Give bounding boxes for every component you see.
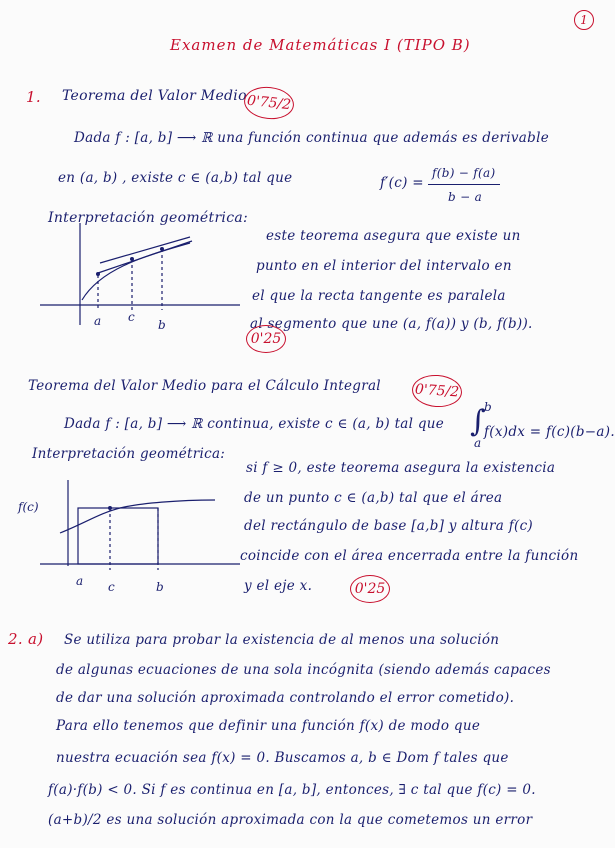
q1-interp-score: 0'25 — [250, 331, 282, 347]
q1b-graph-label-a: a — [76, 574, 84, 588]
q1-graph-label-b: b — [158, 318, 166, 332]
q1-interp-line-1: este teorema asegura que existe un — [266, 228, 521, 244]
q1-interp-label: Interpretación geométrica: — [48, 210, 249, 226]
q1b-interp-line-2: de un punto c ∈ (a,b) tal que el área — [244, 490, 503, 506]
q1-graph-label-a: a — [94, 314, 102, 328]
q1-score-badge — [242, 84, 295, 121]
q2-line-5: nuestra ecuación sea f(x) = 0. Buscamos a, b ∈ Dom f tales que — [56, 750, 509, 766]
q1-heading: Teorema del Valor Medio — [62, 88, 247, 104]
q1b-graph-ylabel: f(c) — [18, 500, 39, 514]
q1-number: 1. — [26, 88, 41, 106]
q2-line-7: (a+b)/2 es una solución aproximada con la que cometemos un error — [48, 812, 533, 828]
q1b-interp-line-5: y el eje x. — [244, 578, 313, 594]
q1-interp-line-4: al segmento que une (a, f(a)) y (b, f(b)). — [250, 316, 533, 332]
exam-title: Examen de Matemáticas I (TIPO B) — [170, 36, 471, 54]
integral-body: f(x)dx = f(c)(b−a). — [484, 424, 615, 440]
integral-sign: ∫ — [470, 404, 486, 439]
point-c — [130, 257, 134, 261]
q1-fraction-bar — [428, 184, 500, 185]
secant-line — [98, 241, 192, 273]
function-curve — [60, 500, 215, 533]
tangent-line — [100, 237, 190, 263]
q1-interp-score-badge — [246, 325, 286, 353]
integral-upper: b — [484, 400, 492, 414]
q1b-interp-line-3: del rectángulo de base [a,b] y altura f(c) — [244, 518, 534, 534]
mean-rectangle — [78, 508, 158, 564]
q1-graph-label-c: c — [128, 310, 135, 324]
q1b-interp-line-1: si f ≥ 0, este teorema asegura la existencia — [246, 460, 556, 476]
q1b-interp-label: Interpretación geométrica: — [32, 446, 226, 462]
point-fc — [108, 506, 112, 510]
page-number: 1 — [580, 13, 588, 27]
point-a — [96, 272, 100, 276]
q1-interp-line-2: punto en el interior del intervalo en — [256, 258, 512, 274]
q2-number: 2. a) — [8, 630, 44, 648]
q1-statement-2: en (a, b) , existe c ∈ (a,b) tal que — [58, 170, 293, 186]
q1b-heading: Teorema del Valor Medio para el Cálculo Integral — [28, 378, 381, 394]
q1-statement-1: Dada f : [a, b] ⟶ ℝ una función continua que además es derivable — [74, 130, 549, 146]
q2-line-2: de algunas ecuaciones de una sola incógnita (siendo además capaces — [56, 662, 551, 678]
q1b-interp-score-badge — [350, 575, 390, 603]
q2-line-6: f(a)·f(b) < 0. Si f es continua en [a, b], entonces, ∃ c tal que f(c) = 0. — [48, 782, 536, 798]
q1b-interp-line-4: coincide con el área encerrada entre la función — [240, 548, 579, 564]
page-number-circle — [574, 10, 594, 30]
q1-formula-lhs: f′(c) = — [380, 175, 424, 191]
q2-line-1: Se utiliza para probar la existencia de al menos una solución — [64, 632, 500, 648]
q1b-statement: Dada f : [a, b] ⟶ ℝ continua, existe c ∈ (a, b) tal que — [64, 416, 445, 432]
q1b-score-badge — [411, 373, 463, 408]
q1b-interp-score: 0'25 — [354, 581, 386, 597]
mean-value-graph — [40, 215, 240, 335]
q2-line-3: de dar una solución aproximada controlando el error cometido). — [56, 690, 515, 706]
q1-formula-den: b − a — [448, 190, 483, 204]
integral-lower: a — [474, 436, 482, 450]
q1-score: 0'75/2 — [246, 92, 292, 114]
q2-line-4: Para ello tenemos que definir una función f(x) de modo que — [56, 718, 481, 734]
q1b-graph-label-c: c — [108, 580, 115, 594]
q1-interp-line-3: el que la recta tangente es paralela — [252, 288, 506, 304]
q1-formula-num: f(b) − f(a) — [432, 166, 496, 180]
q1b-score: 0'75/2 — [414, 381, 460, 401]
integral-mean-graph — [40, 478, 240, 588]
point-b — [160, 247, 164, 251]
function-curve — [82, 243, 190, 300]
q1b-graph-label-b: b — [156, 580, 164, 594]
